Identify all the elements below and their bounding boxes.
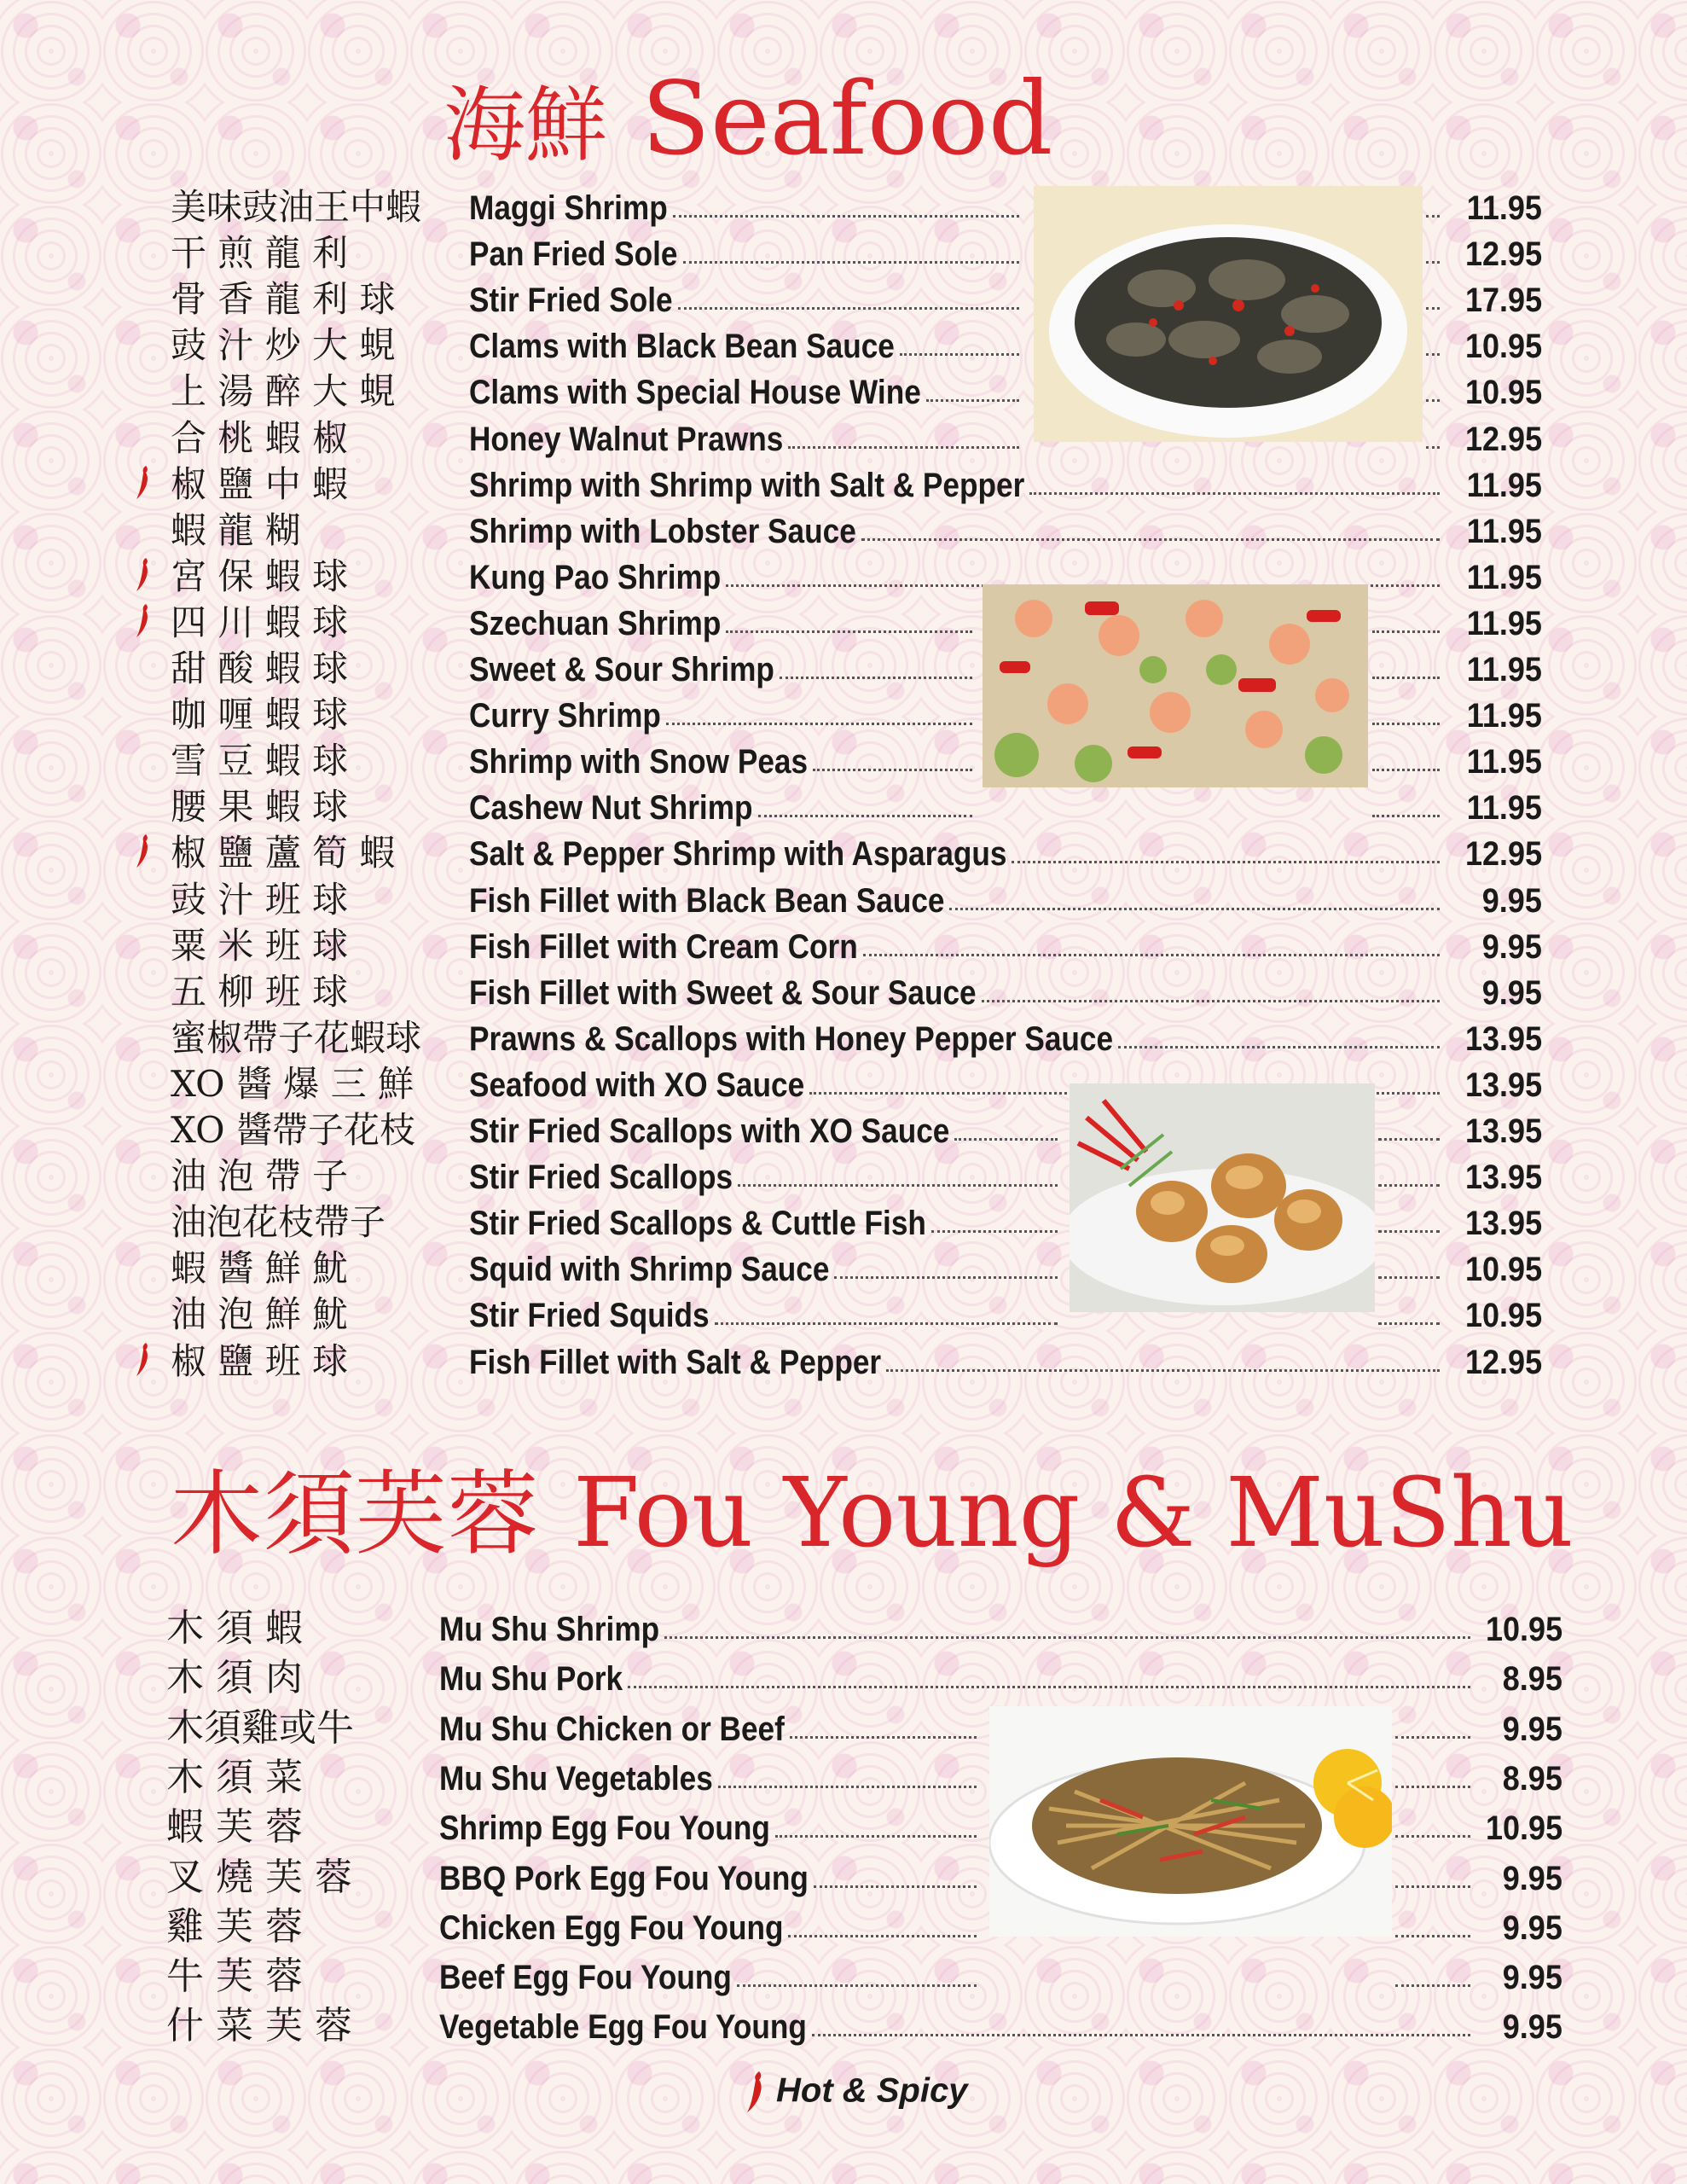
item-english-name: Salt & Pepper Shrimp with Asparagus (469, 835, 1007, 874)
item-chinese-name: 蝦 芙 蓉 (166, 1805, 303, 1850)
item-english-name: Stir Fried Scallops (469, 1159, 733, 1197)
menu-item (0, 877, 1687, 923)
item-chinese-name: 上 湯 醉 大 蜆 (171, 370, 396, 413)
item-price: 12.95 (1464, 420, 1542, 458)
item-english-name: Vegetable Egg Fou Young (439, 2008, 807, 2047)
dot-leader (954, 1138, 1058, 1141)
menu-item (0, 1804, 1687, 1850)
dot-leader (1426, 261, 1440, 264)
item-price: 13.95 (1464, 1159, 1542, 1197)
item-english-name: Seafood with XO Sauce (469, 1066, 805, 1104)
item-english-name: Chicken Egg Fou Young (439, 1908, 784, 1947)
menu-item (0, 462, 1687, 508)
dot-leader (673, 215, 1019, 218)
menu-item (0, 554, 1687, 600)
item-english-name: Cashew Nut Shrimp (469, 789, 753, 828)
item-chinese-name: 雞 芙 蓉 (166, 1904, 303, 1949)
item-chinese-name: 五 柳 班 球 (171, 970, 349, 1013)
menu-item (0, 923, 1687, 969)
item-price: 8.95 (1502, 1759, 1562, 1798)
item-english-name: Fish Fillet with Cream Corn (469, 927, 858, 966)
item-english-name: Pan Fried Sole (469, 235, 678, 274)
item-english-name: Clams with Special House Wine (469, 374, 921, 412)
item-chinese-name: 椒 鹽 中 蝦 (171, 462, 349, 505)
dot-leader (861, 538, 1440, 541)
dot-leader (718, 1786, 977, 1788)
menu-item (0, 1292, 1687, 1338)
dot-leader (780, 677, 972, 679)
item-chinese-name: 叉 燒 芙 蓉 (166, 1855, 352, 1899)
item-chinese-name: 油 泡 鮮 魷 (171, 1293, 349, 1336)
dot-leader (678, 307, 1019, 310)
dot-leader (1395, 1984, 1470, 1987)
item-price: 10.95 (1464, 1297, 1542, 1335)
dot-leader (1029, 492, 1440, 495)
item-chinese-name: 雪 豆 蝦 球 (171, 740, 349, 782)
menu-item (0, 1606, 1687, 1652)
menu-item (0, 1954, 1687, 2000)
item-price: 13.95 (1464, 1112, 1542, 1150)
item-price: 11.95 (1466, 743, 1542, 781)
item-price: 9.95 (1502, 1859, 1562, 1897)
dot-leader (666, 723, 972, 725)
scallops-photo (1070, 1083, 1375, 1312)
item-english-name: Curry Shrimp (469, 697, 661, 735)
dot-leader (788, 446, 1019, 449)
item-english-name: Stir Fried Scallops & Cuttle Fish (469, 1205, 926, 1243)
item-price: 13.95 (1464, 1066, 1542, 1104)
dot-leader (1118, 1046, 1440, 1048)
menu-item (0, 969, 1687, 1015)
dot-leader (813, 769, 972, 771)
item-chinese-name: 椒 鹽 蘆 筍 蝦 (171, 832, 396, 874)
item-chinese-name: 木 須 蝦 (166, 1606, 303, 1650)
item-chinese-name: 木 須 肉 (166, 1656, 303, 1700)
item-english-name: Mu Shu Vegetables (439, 1759, 713, 1798)
item-chinese-name: XO 醬帶子花枝 (171, 1109, 415, 1151)
item-price: 9.95 (1481, 881, 1542, 920)
menu-item (0, 1904, 1687, 1950)
menu-item (0, 1153, 1687, 1199)
hot-spicy-label: Hot & Spicy (776, 2071, 968, 2110)
item-price: 13.95 (1464, 1019, 1542, 1058)
item-chinese-name: 木須雞或牛 (166, 1705, 354, 1750)
item-english-name: Stir Fried Scallops with XO Sauce (469, 1112, 950, 1150)
menu-item (0, 646, 1687, 692)
dot-leader (790, 1736, 977, 1739)
item-chinese-name: 骨 香 龍 利 球 (171, 278, 396, 321)
item-chinese-name: 木 須 菜 (166, 1755, 303, 1799)
item-chinese-name: 油泡花枝帶子 (171, 1201, 386, 1244)
item-price: 9.95 (1502, 1710, 1562, 1748)
item-price: 10.95 (1485, 1809, 1562, 1848)
menu-item (0, 600, 1687, 646)
menu-item (0, 230, 1687, 276)
dot-leader (1426, 307, 1440, 310)
menu-item (0, 1061, 1687, 1107)
item-english-name: BBQ Pork Egg Fou Young (439, 1859, 809, 1897)
item-price: 13.95 (1464, 1205, 1542, 1243)
dot-leader (1426, 215, 1440, 218)
item-price: 11.95 (1466, 512, 1542, 550)
clams-photo (1034, 186, 1423, 442)
menu-item (0, 784, 1687, 830)
dot-leader (1378, 1184, 1440, 1187)
seafood-title-zh: 海鮮 (443, 78, 607, 173)
item-price: 11.95 (1466, 697, 1542, 735)
item-price: 10.95 (1485, 1611, 1562, 1648)
dot-leader (683, 261, 1019, 264)
item-chinese-name: XO 醬 爆 三 鮮 (171, 1062, 414, 1105)
seafood-title-en: Seafood (641, 60, 1053, 177)
item-chinese-name: 咖 喱 蝦 球 (171, 694, 349, 736)
item-price: 12.95 (1464, 1343, 1542, 1381)
item-english-name: Mu Shu Shrimp (439, 1611, 660, 1648)
item-price: 9.95 (1481, 927, 1542, 966)
dot-leader (758, 815, 972, 817)
fou-young-title-zh: 木須芙蓉 (171, 1461, 540, 1568)
menu-item (0, 1246, 1687, 1292)
dot-leader (1426, 353, 1440, 356)
dot-leader (814, 1885, 977, 1888)
chili-pepper-icon (135, 465, 150, 499)
item-price: 12.95 (1464, 235, 1542, 274)
dot-leader (926, 399, 1019, 402)
dot-leader (737, 1984, 977, 1987)
item-english-name: Shrimp with Lobster Sauce (469, 512, 856, 550)
item-chinese-name: 宮 保 蝦 球 (171, 555, 349, 597)
menu-item (0, 1339, 1687, 1385)
dot-leader (1372, 815, 1440, 817)
dot-leader (1378, 1276, 1440, 1279)
item-english-name: Fish Fillet with Black Bean Sauce (469, 881, 945, 920)
dot-leader (1372, 769, 1440, 771)
item-chinese-name: 油 泡 帶 子 (171, 1155, 349, 1198)
dot-leader (1372, 630, 1440, 633)
item-chinese-name: 什 菜 芙 蓉 (166, 2004, 352, 2048)
item-price: 11.95 (1466, 189, 1542, 227)
item-price: 11.95 (1466, 466, 1542, 504)
item-price: 10.95 (1464, 1251, 1542, 1289)
item-price: 8.95 (1502, 1660, 1562, 1699)
item-price: 9.95 (1502, 1959, 1562, 1997)
item-english-name: Mu Shu Pork (439, 1660, 623, 1699)
item-price: 12.95 (1464, 835, 1542, 874)
item-english-name: Fish Fillet with Sweet & Sour Sauce (469, 973, 977, 1012)
dot-leader (949, 908, 1440, 910)
menu-item (0, 1705, 1687, 1751)
dot-leader (1372, 677, 1440, 679)
menu-item (0, 1015, 1687, 1061)
item-price: 9.95 (1481, 973, 1542, 1012)
item-price: 10.95 (1464, 328, 1542, 366)
dot-leader (1012, 861, 1440, 863)
item-english-name: Beef Egg Fou Young (439, 1959, 732, 1997)
chili-pepper-icon (744, 2070, 769, 2116)
item-chinese-name: 腰 果 蝦 球 (171, 786, 349, 828)
item-english-name: Stir Fried Sole (469, 282, 673, 320)
item-chinese-name: 粟 米 班 球 (171, 924, 349, 967)
chili-pepper-icon (135, 603, 150, 637)
menu-item (0, 1655, 1687, 1701)
item-price: 11.95 (1466, 558, 1542, 596)
item-english-name: Fish Fillet with Salt & Pepper (469, 1343, 882, 1381)
item-chinese-name: 豉 汁 班 球 (171, 878, 349, 921)
item-chinese-name: 甜 酸 蝦 球 (171, 648, 349, 689)
menu-item (0, 322, 1687, 369)
item-price: 11.95 (1466, 651, 1542, 688)
mushu-photo (989, 1706, 1392, 1937)
dot-leader (1395, 1736, 1470, 1739)
dot-leader (715, 1322, 1058, 1325)
item-english-name: Kung Pao Shrimp (469, 558, 722, 596)
dot-leader (1378, 1322, 1440, 1325)
dot-leader (788, 1935, 977, 1937)
dot-leader (1426, 399, 1440, 402)
dot-leader (1395, 1786, 1470, 1788)
item-chinese-name: 四 川 蝦 球 (171, 601, 349, 643)
item-english-name: Maggi Shrimp (469, 189, 668, 227)
item-english-name: Sweet & Sour Shrimp (469, 651, 774, 688)
dot-leader (1395, 1935, 1470, 1937)
fou-young-title (171, 1458, 1574, 1569)
dot-leader (628, 1686, 1470, 1688)
hot-spicy-legend (744, 2070, 967, 2116)
dot-leader (863, 954, 1440, 956)
item-english-name: Honey Walnut Prawns (469, 420, 784, 458)
item-english-name: Shrimp with Shrimp with Salt & Pepper (469, 466, 1025, 504)
item-english-name: Shrimp Egg Fou Young (439, 1809, 770, 1848)
dot-leader (738, 1184, 1058, 1187)
dot-leader (1395, 1885, 1470, 1888)
menu-item (0, 508, 1687, 554)
dot-leader (982, 1000, 1440, 1002)
item-chinese-name: 蜜椒帶子花蝦球 (171, 1016, 422, 1059)
item-chinese-name: 牛 芙 蓉 (166, 1955, 303, 1999)
item-english-name: Mu Shu Chicken or Beef (439, 1710, 785, 1748)
shrimp-photo (983, 584, 1368, 787)
dot-leader (726, 630, 972, 633)
item-english-name: Prawns & Scallops with Honey Pepper Sauce (469, 1019, 1114, 1058)
menu-item (0, 2003, 1687, 2049)
menu-item (0, 738, 1687, 784)
dot-leader (834, 1276, 1058, 1279)
dot-leader (812, 2034, 1470, 2036)
menu-item (0, 1855, 1687, 1901)
menu-item (0, 415, 1687, 462)
item-price: 9.95 (1502, 1908, 1562, 1947)
menu-item (0, 1107, 1687, 1153)
item-price: 17.95 (1464, 282, 1542, 320)
item-chinese-name: 美味豉油王中蝦 (171, 186, 422, 228)
dot-leader (664, 1636, 1470, 1639)
item-price: 11.95 (1466, 604, 1542, 642)
item-english-name: Clams with Black Bean Sauce (469, 328, 895, 366)
chili-pepper-icon (135, 1342, 150, 1376)
seafood-title (443, 60, 1053, 177)
dot-leader (1372, 723, 1440, 725)
item-price: 10.95 (1464, 374, 1542, 412)
item-english-name: Shrimp with Snow Peas (469, 743, 809, 781)
menu-item (0, 1199, 1687, 1246)
menu-item (0, 1755, 1687, 1801)
item-english-name: Stir Fried Squids (469, 1297, 710, 1335)
dot-leader (1378, 1138, 1440, 1141)
menu-item (0, 369, 1687, 415)
chili-pepper-icon (135, 557, 150, 591)
item-chinese-name: 椒 鹽 班 球 (171, 1339, 349, 1382)
dot-leader (1395, 1835, 1470, 1838)
item-chinese-name: 合 桃 蝦 椒 (171, 416, 349, 459)
dot-leader (931, 1230, 1058, 1233)
dot-leader (900, 353, 1019, 356)
item-chinese-name: 蝦 龍 糊 (171, 508, 301, 551)
dot-leader (1378, 1230, 1440, 1233)
item-chinese-name: 干 煎 龍 利 (171, 232, 349, 275)
item-english-name: Squid with Shrimp Sauce (469, 1251, 830, 1289)
chili-pepper-icon (135, 834, 150, 868)
item-chinese-name: 豉 汁 炒 大 蜆 (171, 324, 396, 367)
item-price: 9.95 (1502, 2008, 1562, 2047)
menu-item (0, 830, 1687, 876)
fou-young-title-en: Fou Young & MuShu (573, 1458, 1574, 1569)
item-english-name: Szechuan Shrimp (469, 604, 722, 642)
dot-leader (1426, 446, 1440, 449)
item-price: 11.95 (1466, 789, 1542, 828)
item-chinese-name: 蝦 醬 鮮 魷 (171, 1247, 349, 1290)
menu-item (0, 276, 1687, 322)
menu-item (0, 692, 1687, 738)
dot-leader (775, 1835, 977, 1838)
menu-item (0, 184, 1687, 230)
dot-leader (886, 1369, 1440, 1372)
